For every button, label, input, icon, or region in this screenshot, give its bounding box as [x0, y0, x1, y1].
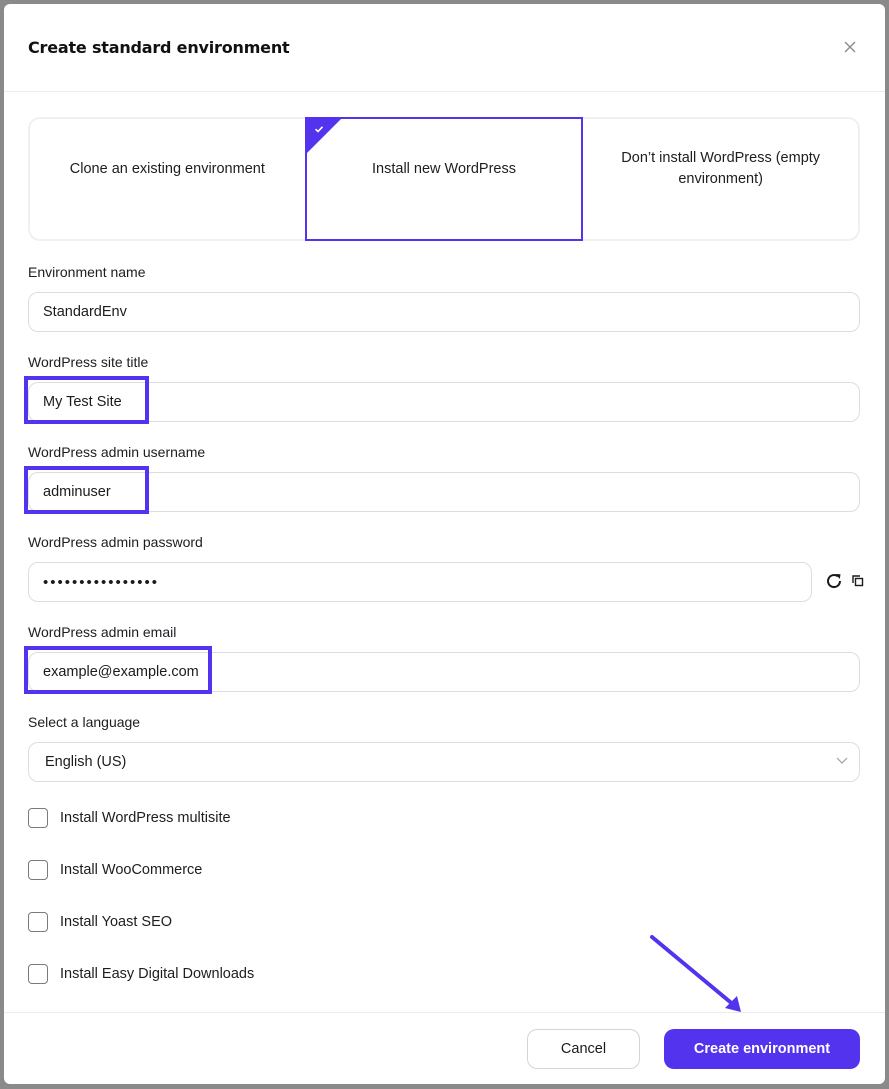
checkbox-box[interactable]: [28, 964, 48, 984]
checkbox-label: Install Easy Digital Downloads: [60, 966, 255, 982]
checkbox-multisite[interactable]: [28, 808, 231, 828]
option-label: Don’t install WordPress (empty environment): [621, 150, 821, 187]
option-install-new-wordpress[interactable]: [305, 117, 584, 241]
regenerate-password-icon[interactable]: [824, 571, 844, 591]
environment-name-input[interactable]: StandardEnv: [28, 292, 860, 332]
modal-footer: [4, 1012, 885, 1084]
site-title-field: [28, 354, 860, 422]
copy-password-icon[interactable]: [852, 575, 864, 587]
cancel-button[interactable]: Cancel: [527, 1029, 640, 1069]
admin-password-label: WordPress admin password: [28, 534, 203, 550]
environment-name-label: Environment name: [28, 264, 146, 280]
checkbox-label: Install WooCommerce: [60, 862, 203, 878]
checkbox-label: Install WordPress multisite: [60, 810, 231, 826]
modal-header: [4, 4, 885, 92]
annotation-arrow-icon: [645, 930, 755, 1020]
checkbox-box[interactable]: [28, 912, 48, 932]
checkmark-icon: [314, 124, 324, 134]
admin-password-field: [28, 534, 860, 602]
checkbox-label: Install Yoast SEO: [60, 914, 173, 930]
site-title-input[interactable]: My Test Site: [28, 382, 860, 422]
option-empty-environment[interactable]: [583, 119, 858, 239]
language-field: [28, 714, 860, 782]
environment-type-selector: [28, 117, 860, 241]
checkbox-box[interactable]: [28, 808, 48, 828]
admin-email-label: WordPress admin email: [28, 624, 177, 640]
option-label: Clone an existing environment: [69, 160, 265, 177]
admin-username-input[interactable]: adminuser: [28, 472, 860, 512]
modal-title: Create standard environment: [28, 38, 290, 57]
environment-name-field: [28, 264, 860, 332]
language-label: Select a language: [28, 714, 141, 730]
checkbox-box[interactable]: [28, 860, 48, 880]
checkbox-easy-digital-downloads[interactable]: [28, 964, 254, 984]
checkbox-yoast-seo[interactable]: [28, 912, 172, 932]
admin-email-input[interactable]: example@example.com: [28, 652, 860, 692]
selected-corner-badge: [307, 119, 341, 153]
language-select[interactable]: English (US): [28, 742, 860, 782]
admin-password-input[interactable]: ••••••••••••••••: [28, 562, 812, 602]
option-label: Install new WordPress: [372, 160, 516, 177]
option-clone-environment[interactable]: [30, 119, 305, 239]
admin-username-label: WordPress admin username: [28, 444, 206, 460]
close-icon[interactable]: [843, 40, 857, 54]
checkbox-woocommerce[interactable]: [28, 860, 202, 880]
site-title-label: WordPress site title: [28, 354, 149, 370]
admin-username-field: [28, 444, 860, 512]
create-environment-button[interactable]: Create environment: [664, 1029, 860, 1069]
admin-email-field: [28, 624, 860, 692]
create-environment-modal: [4, 4, 885, 1084]
chevron-down-icon: [836, 757, 848, 765]
